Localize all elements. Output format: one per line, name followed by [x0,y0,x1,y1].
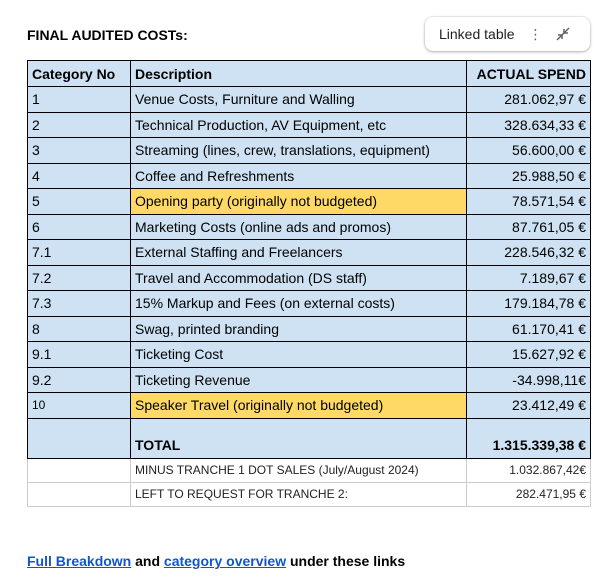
full-breakdown-link[interactable]: Full Breakdown [27,553,132,569]
table-row [28,87,591,113]
row-spend: 25.988,50 € [467,163,591,189]
total-value: 1.315.339,38 € [467,418,591,458]
footer-links [27,553,405,569]
table-row [28,316,591,342]
row-description: External Staffing and Freelancers [131,240,467,266]
row-category: 7.2 [28,265,131,291]
collapse-icon[interactable] [555,26,571,42]
costs-table [27,60,591,507]
row-description: 15% Markup and Fees (on external costs) [131,291,467,317]
row-spend: 23.412,49 € [467,393,591,419]
table-row [28,240,591,266]
row-category: 7.1 [28,240,131,266]
row-spend: 179.184,78 € [467,291,591,317]
row-description: Swag, printed branding [131,316,467,342]
row-spend: 281.062,97 € [467,87,591,113]
row-description: Technical Production, AV Equipment, etc [131,112,467,138]
row-spend: 78.571,54 € [467,189,591,215]
tranche1-row [28,458,591,482]
table-row [28,342,591,368]
total-row [28,418,591,458]
row-category: 1 [28,87,131,113]
table-row [28,291,591,317]
linked-table-label[interactable]: Linked table [439,26,515,42]
table-row [28,214,591,240]
more-vert-icon[interactable]: ⋮ [528,25,543,42]
row-description: Venue Costs, Furniture and Walling [131,87,467,113]
row-category: 4 [28,163,131,189]
table-header-row [28,61,591,87]
row-description: Marketing Costs (online ads and promos) [131,214,467,240]
tranche2-row [28,482,591,506]
row-spend: 56.600,00 € [467,138,591,164]
table-row [28,112,591,138]
total-label: TOTAL [131,418,467,458]
row-spend: -34.998,11€ [467,367,591,393]
header-description: Description [131,61,467,87]
row-category: 2 [28,112,131,138]
row-description: Ticketing Revenue [131,367,467,393]
header-spend: ACTUAL SPEND [467,61,591,87]
row-description: Coffee and Refreshments [131,163,467,189]
row-description: Streaming (lines, crew, translations, equipment) [131,138,467,164]
row-description: Ticketing Cost [131,342,467,368]
row-spend: 61.170,41 € [467,316,591,342]
row-spend: 7.189,67 € [467,265,591,291]
row-spend: 87.761,05 € [467,214,591,240]
tranche2-value: 282.471,95 € [467,482,591,506]
table-row [28,163,591,189]
header-category: Category No [28,61,131,87]
total-category-cell [28,418,131,458]
footer-rest-text: under these links [286,553,406,569]
row-category: 10 [28,393,131,419]
linked-table-chip[interactable] [425,17,590,51]
note-empty-cell [28,458,131,482]
table-row [28,265,591,291]
row-spend: 228.546,32 € [467,240,591,266]
row-description-highlighted: Speaker Travel (originally not budgeted) [131,393,467,419]
tranche1-value: 1.032.867,42€ [467,458,591,482]
page-title: FINAL AUDITED COSTs: [27,27,188,43]
table-row [28,367,591,393]
row-category: 6 [28,214,131,240]
row-category: 8 [28,316,131,342]
category-overview-link[interactable]: category overview [163,553,287,569]
tranche1-label: MINUS TRANCHE 1 DOT SALES (July/August 2024) [131,458,467,482]
row-category: 9.1 [28,342,131,368]
row-description-highlighted: Opening party (originally not budgeted) [131,189,467,215]
note-empty-cell [28,482,131,506]
row-category: 7.3 [28,291,131,317]
row-category: 5 [28,189,131,215]
row-spend: 15.627,92 € [467,342,591,368]
row-category: 3 [28,138,131,164]
row-category: 9.2 [28,367,131,393]
table-row [28,189,591,215]
row-description: Travel and Accommodation (DS staff) [131,265,467,291]
table-row [28,393,591,419]
tranche2-label: LEFT TO REQUEST FOR TRANCHE 2: [131,482,467,506]
table-row [28,138,591,164]
row-spend: 328.634,33 € [467,112,591,138]
footer-and-text: and [131,553,164,569]
